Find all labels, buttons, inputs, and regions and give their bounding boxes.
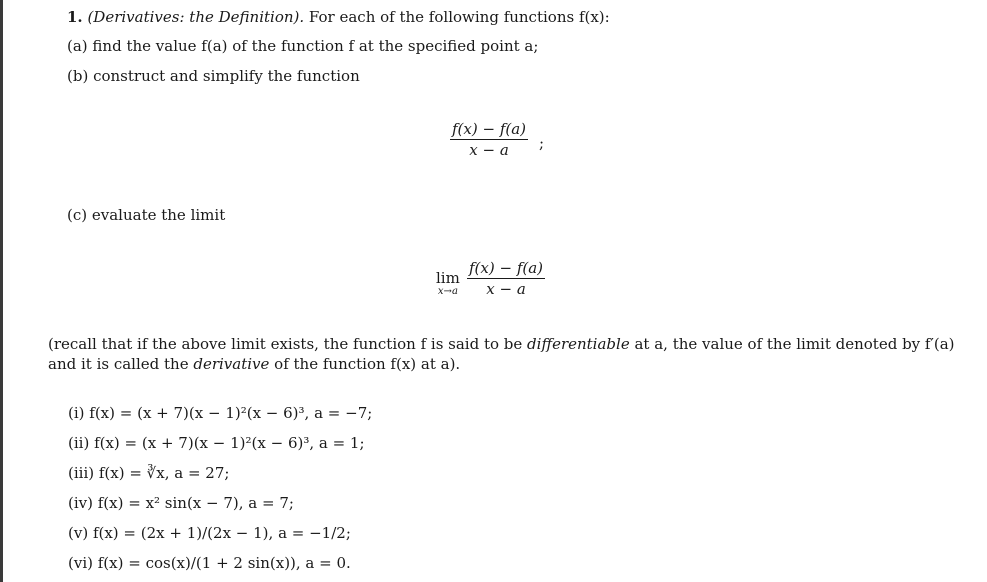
limit-fraction: [467, 259, 545, 298]
recall-2-post: of the function f(x) at a).: [269, 355, 461, 373]
step-b: (b) construct and simplify the function: [67, 67, 360, 85]
list-item: (vi) f(x) = cos(x)/(1 + 2 sin(x)), a = 0.: [68, 554, 351, 572]
recall-1-post: at a, the value of the limit denoted by f′(a): [629, 335, 955, 353]
limit-word: lim: [436, 269, 460, 287]
step-c: (c) evaluate the limit: [67, 206, 226, 224]
left-border: [0, 0, 3, 582]
recall-2-pre: and it is called the: [48, 355, 194, 373]
limit-denominator: x − a: [486, 280, 526, 298]
list-item: (i) f(x) = (x + 7)(x − 1)²(x − 6)³, a = −7;: [68, 404, 373, 422]
recall-2-emphasis: derivative: [193, 355, 270, 373]
step-a: (a) find the value f(a) of the function f at the specified point a;: [67, 37, 539, 55]
quotient-denominator: x − a: [469, 141, 509, 159]
limit-operator: [436, 270, 460, 298]
quotient-numerator: f(x) − f(a): [452, 120, 527, 138]
difference-quotient: [450, 120, 528, 159]
list-item: (iv) f(x) = x² sin(x − 7), a = 7;: [68, 494, 294, 512]
quotient-semicolon: ;: [539, 134, 545, 152]
limit-subscript: x→a: [437, 286, 458, 297]
recall-line-1: [48, 334, 955, 354]
problem-number: 1.: [67, 8, 83, 26]
list-item: (v) f(x) = (2x + 1)/(2x − 1), a = −1/2;: [68, 524, 351, 542]
problem-intro: For each of the following functions f(x):: [308, 8, 610, 26]
problem-topic: (Derivatives: the Definition).: [87, 8, 305, 26]
recall-1-emphasis: differentiable: [527, 335, 630, 353]
problem-header: [67, 7, 610, 27]
limit-numerator: f(x) − f(a): [469, 259, 544, 277]
list-item: (iii) f(x) = ∛x, a = 27;: [68, 464, 230, 482]
list-item: (ii) f(x) = (x + 7)(x − 1)²(x − 6)³, a = 1;: [68, 434, 365, 452]
recall-line-2: [48, 354, 460, 374]
recall-1-pre: (recall that if the above limit exists, the function f is said to be: [48, 335, 528, 353]
